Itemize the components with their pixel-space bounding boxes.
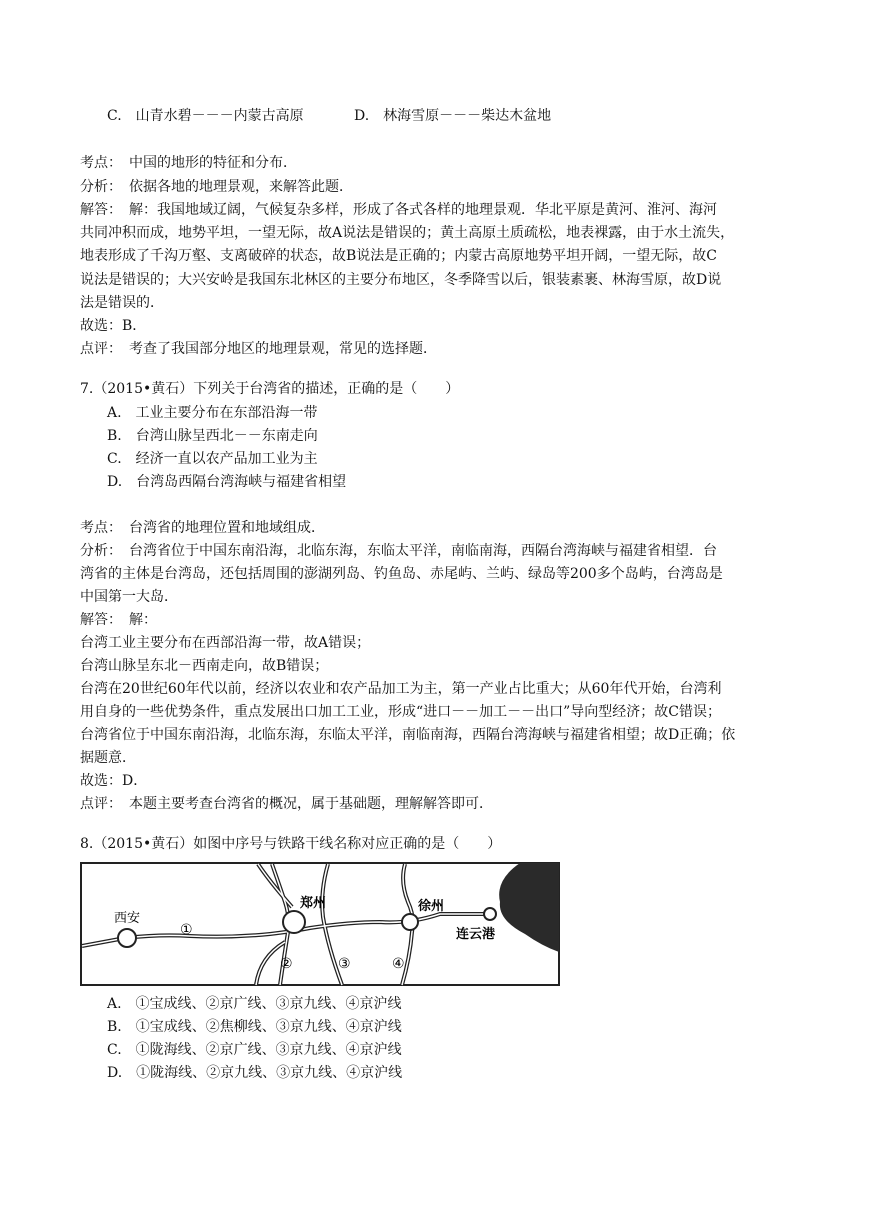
city-xian-marker [118, 929, 136, 947]
label-num-4: ④ [392, 956, 405, 972]
q7-option-d: D. 台湾岛西隔台湾海峡与福建省相望 [107, 474, 347, 490]
q7-stem: 7.（2015•黄石）下列关于台湾省的描述，正确的是（ ） [80, 381, 460, 397]
q7-jieda-line: 用自身的一些优势条件，重点发展出口加工工业，形成“进口－－加工－－出口”导向型经济；故C错误； [80, 704, 722, 720]
q7-jieda-line: 据题意． [80, 750, 136, 766]
city-lianyungang-marker [484, 908, 496, 920]
q6-jieda-line: 解答： 解：我国地域辽阔，气候复杂多样，形成了各式各样的地理景观．华北平原是黄河、淮河、海河 [80, 202, 717, 218]
q6-jieda-line: 共同冲积而成，地势平坦，一望无际，故A说法是错误的；黄土高原土质疏松，地表裸露，由于水土流失， [80, 225, 735, 241]
q7-option-c: C. 经济一直以农产品加工业为主 [107, 451, 318, 467]
city-zhengzhou-marker [283, 911, 305, 933]
q6-option-c: C. 山青水碧－－－内蒙古高原 [107, 108, 304, 124]
q6-answer: 故选：B． [80, 318, 147, 334]
city-xuzhou-marker [402, 914, 418, 930]
q7-jieda-line: 解答： 解： [80, 612, 157, 628]
q6-kaodian: 考点： 中国的地形的特征和分布． [80, 155, 297, 171]
railway-map [80, 862, 560, 986]
q7-fenxi-line: 分析： 台湾省位于中国东南沿海，北临东海，东临太平洋，南临南海，西隔台湾海峡与福建省相望．台 [80, 543, 717, 559]
label-lianyungang: 连云港 [456, 927, 496, 942]
q6-option-d: D. 林海雪原－－－柴达木盆地 [354, 108, 552, 124]
label-zhengzhou: 郑州 [300, 896, 327, 911]
q6-dianping: 点评： 考查了我国部分地区的地理景观，常见的选择题． [80, 341, 437, 357]
label-num-1: ① [180, 922, 193, 938]
q8-option-d: D. ①陇海线、②京九线、③京九线、④京沪线 [107, 1065, 403, 1081]
q6-jieda-line: 说法是错误的；大兴安岭是我国东北林区的主要分布地区，冬季降雪以后，银装素裹、林海雪原，故D说 [80, 272, 722, 288]
map-frame [81, 863, 559, 985]
q7-jieda-line: 台湾在20世纪60年代以前，经济以农业和农产品加工为主，第一产业占比重大；从60年代开始，台湾利 [80, 681, 722, 697]
q7-answer: 故选：D． [80, 773, 148, 789]
q7-fenxi-line: 湾省的主体是台湾岛，还包括周围的澎湖列岛、钓鱼岛、赤尾屿、兰屿、绿岛等200多个岛屿，台湾岛是 [80, 566, 723, 582]
q6-fenxi: 分析： 依据各地的地理景观，来解答此题． [80, 179, 353, 195]
q7-jieda-line: 台湾省位于中国东南沿海，北临东海，东临太平洋，南临南海，西隔台湾海峡与福建省相望；故D正确；依 [80, 727, 736, 743]
q7-option-a: A. 工业主要分布在东部沿海一带 [107, 405, 318, 421]
label-num-3: ③ [338, 956, 351, 972]
q7-kaodian: 考点： 台湾省的地理位置和地域组成． [80, 520, 325, 536]
label-xuzhou: 徐州 [418, 899, 445, 914]
q6-jieda-line: 法是错误的． [80, 295, 164, 311]
q6-jieda-line: 地表形成了千沟万壑、支离破碎的状态，故B说法是正确的；内蒙古高原地势平坦开阔，一望无际，故C [80, 248, 717, 264]
q8-stem: 8.（2015•黄石）如图中序号与铁路干线名称对应正确的是（ ） [80, 836, 502, 852]
q7-option-b: B. 台湾山脉呈西北－－东南走向 [107, 428, 318, 444]
q7-jieda-line: 台湾山脉呈东北－西南走向，故B错误； [80, 658, 329, 674]
q8-option-b: B. ①宝成线、②焦柳线、③京九线、④京沪线 [107, 1019, 402, 1035]
q7-fenxi-line: 中国第一大岛． [80, 589, 178, 605]
q8-option-c: C. ①陇海线、②京广线、③京九线、④京沪线 [107, 1042, 402, 1058]
q7-jieda-line: 台湾工业主要分布在西部沿海一带，故A错误； [80, 635, 371, 651]
q8-option-a: A. ①宝成线、②京广线、③京九线、④京沪线 [107, 996, 402, 1012]
label-xian: 西安 [114, 911, 141, 926]
q7-dianping: 点评： 本题主要考查台湾省的概况，属于基础题，理解解答即可． [80, 796, 493, 812]
label-num-2: ② [280, 956, 293, 972]
